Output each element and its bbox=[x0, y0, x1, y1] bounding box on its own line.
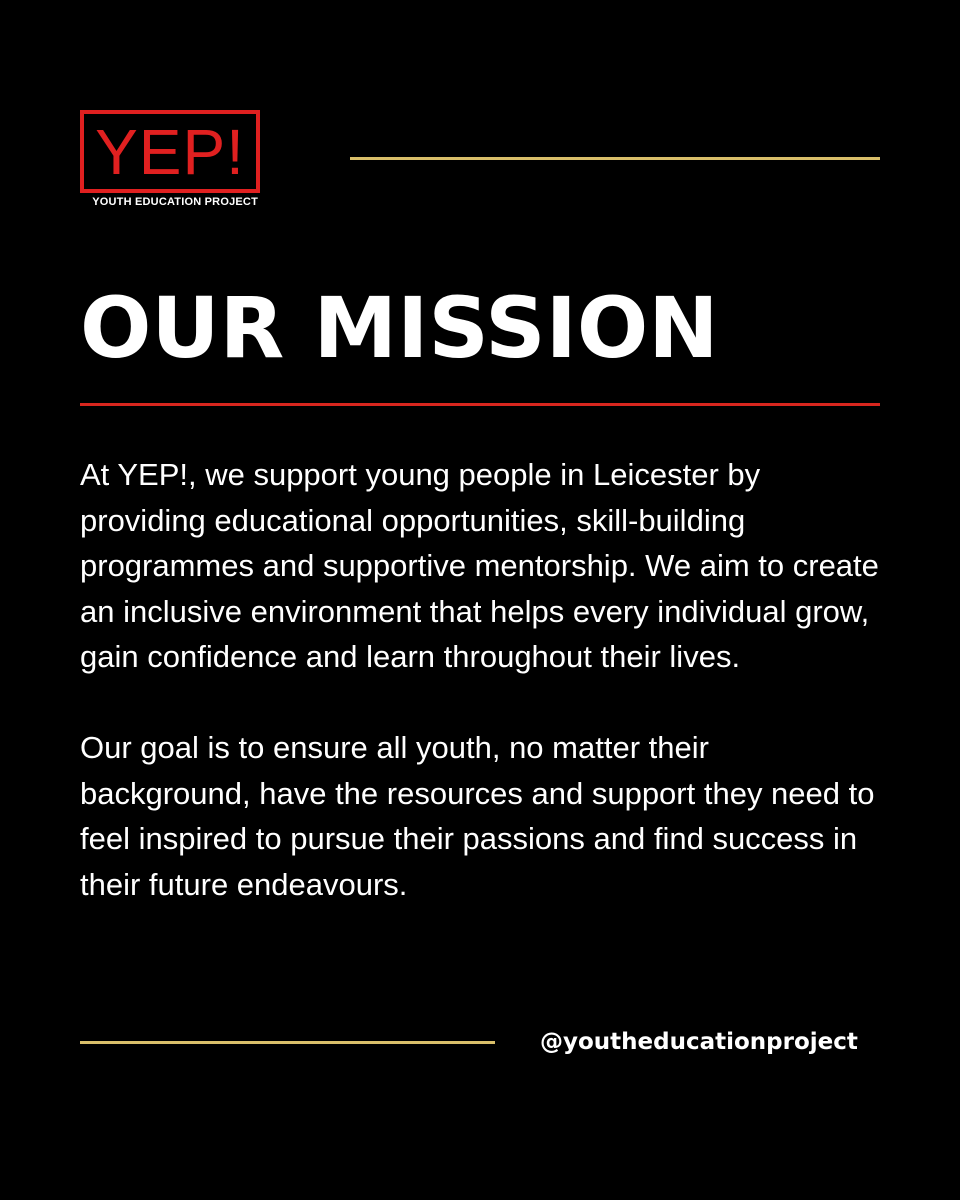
red-divider bbox=[80, 403, 880, 406]
logo-mark: YEP! bbox=[95, 115, 245, 188]
mission-paragraph-2: Our goal is to ensure all youth, no matter their background, have the resources and support they need to feel inspired to pursue their passions and find success in their future endeavours. bbox=[80, 730, 875, 902]
logo-subtitle: YOUTH EDUCATION PROJECT bbox=[92, 196, 258, 208]
yep-logo bbox=[80, 110, 260, 208]
top-gold-divider bbox=[350, 157, 880, 160]
mission-body bbox=[80, 452, 880, 907]
page-title: OUR MISSION bbox=[80, 279, 719, 377]
mission-paragraph-1: At YEP!, we support young people in Leicester by providing educational opportunities, skill-building programmes and supportive mentorship. We aim to create an inclusive environment that helps every individual grow, gain confidence and learn throughout their lives. bbox=[80, 457, 879, 674]
social-handle: @youtheducationproject bbox=[540, 1029, 858, 1055]
logo-frame bbox=[80, 110, 260, 193]
bottom-gold-divider bbox=[80, 1041, 495, 1044]
